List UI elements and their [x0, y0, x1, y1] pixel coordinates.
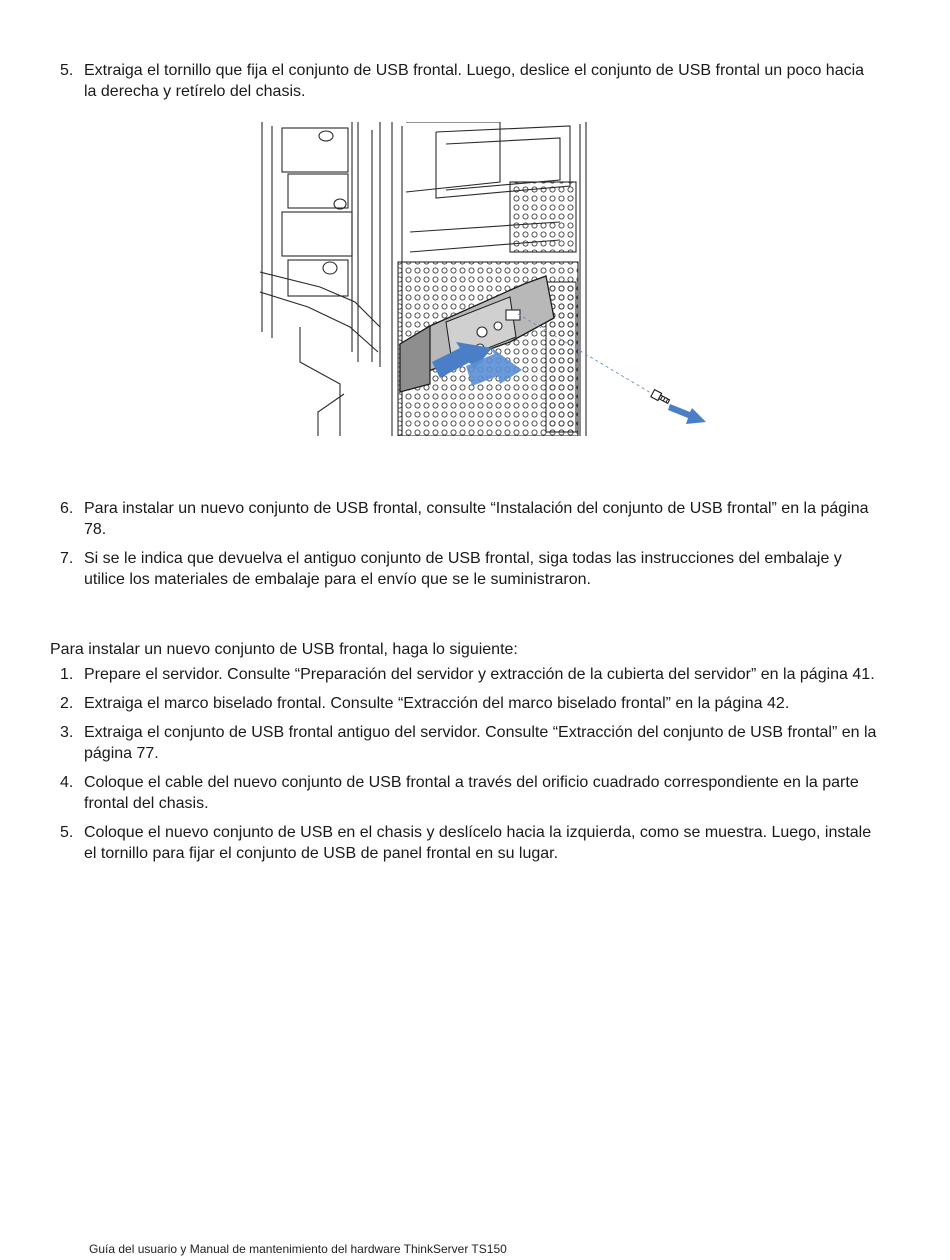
step-item — [60, 60, 880, 102]
step-text: Para instalar un nuevo conjunto de USB frontal, consulte “Instalación del conjunto de USB frontal” en la página 78. — [84, 500, 869, 538]
usb-assembly-removal-illustration — [260, 122, 710, 436]
page-footer: Guía del usuario y Manual de mantenimiento del hardware ThinkServer TS150 — [89, 1242, 507, 1256]
step-number: 5. — [60, 824, 74, 841]
screw-removal-arrow — [668, 404, 706, 424]
step-number: 2. — [60, 695, 74, 712]
step-text: Extraiga el tornillo que fija el conjunto de USB frontal. Luego, deslice el conjunto de USB frontal un poco hacia la derecha y retírelo del chasis. — [84, 62, 865, 100]
step-number: 1. — [60, 666, 74, 683]
step-item — [60, 722, 880, 764]
step-item — [60, 822, 880, 864]
screw — [651, 390, 671, 406]
step-number: 7. — [60, 550, 74, 567]
step-text: Extraiga el conjunto de USB frontal antiguo del servidor. Consulte “Extracción del conjunto de USB frontal” en la página 77. — [84, 724, 877, 762]
step-text: Extraiga el marco biselado frontal. Consulte “Extracción del marco biselado frontal” en la página 42. — [84, 695, 790, 712]
step-number: 3. — [60, 724, 74, 741]
step-item — [60, 772, 880, 814]
removal-steps-final — [60, 498, 880, 598]
step-number: 4. — [60, 774, 74, 791]
step-item — [60, 498, 880, 540]
chassis-front-panel — [392, 122, 586, 436]
step-item — [60, 664, 880, 685]
installation-steps — [60, 664, 880, 872]
step-text: Coloque el cable del nuevo conjunto de USB frontal a través del orificio cuadrado correspondiente en la parte frontal del chasis. — [84, 774, 859, 812]
installation-intro: Para instalar un nuevo conjunto de USB frontal, haga lo siguiente: — [50, 641, 518, 658]
step-number: 6. — [60, 500, 74, 517]
step-item — [60, 548, 880, 590]
step-number: 5. — [60, 62, 74, 79]
step-text: Si se le indica que devuelva el antiguo conjunto de USB frontal, siga todas las instrucciones del embalaje y utilice los materiales de embalaje para el envío que se le suministraron. — [84, 550, 842, 588]
drive-cage-left — [260, 122, 380, 436]
removal-steps-continued — [60, 60, 880, 110]
step-text: Coloque el nuevo conjunto de USB en el chasis y deslícelo hacia la izquierda, como se muestra. Luego, instale el tornillo para fijar el conjunto de USB de panel frontal en su lugar. — [84, 824, 872, 862]
step-text: Prepare el servidor. Consulte “Preparación del servidor y extracción de la cubierta del servidor” en la página 41. — [84, 666, 875, 683]
step-item — [60, 693, 880, 714]
